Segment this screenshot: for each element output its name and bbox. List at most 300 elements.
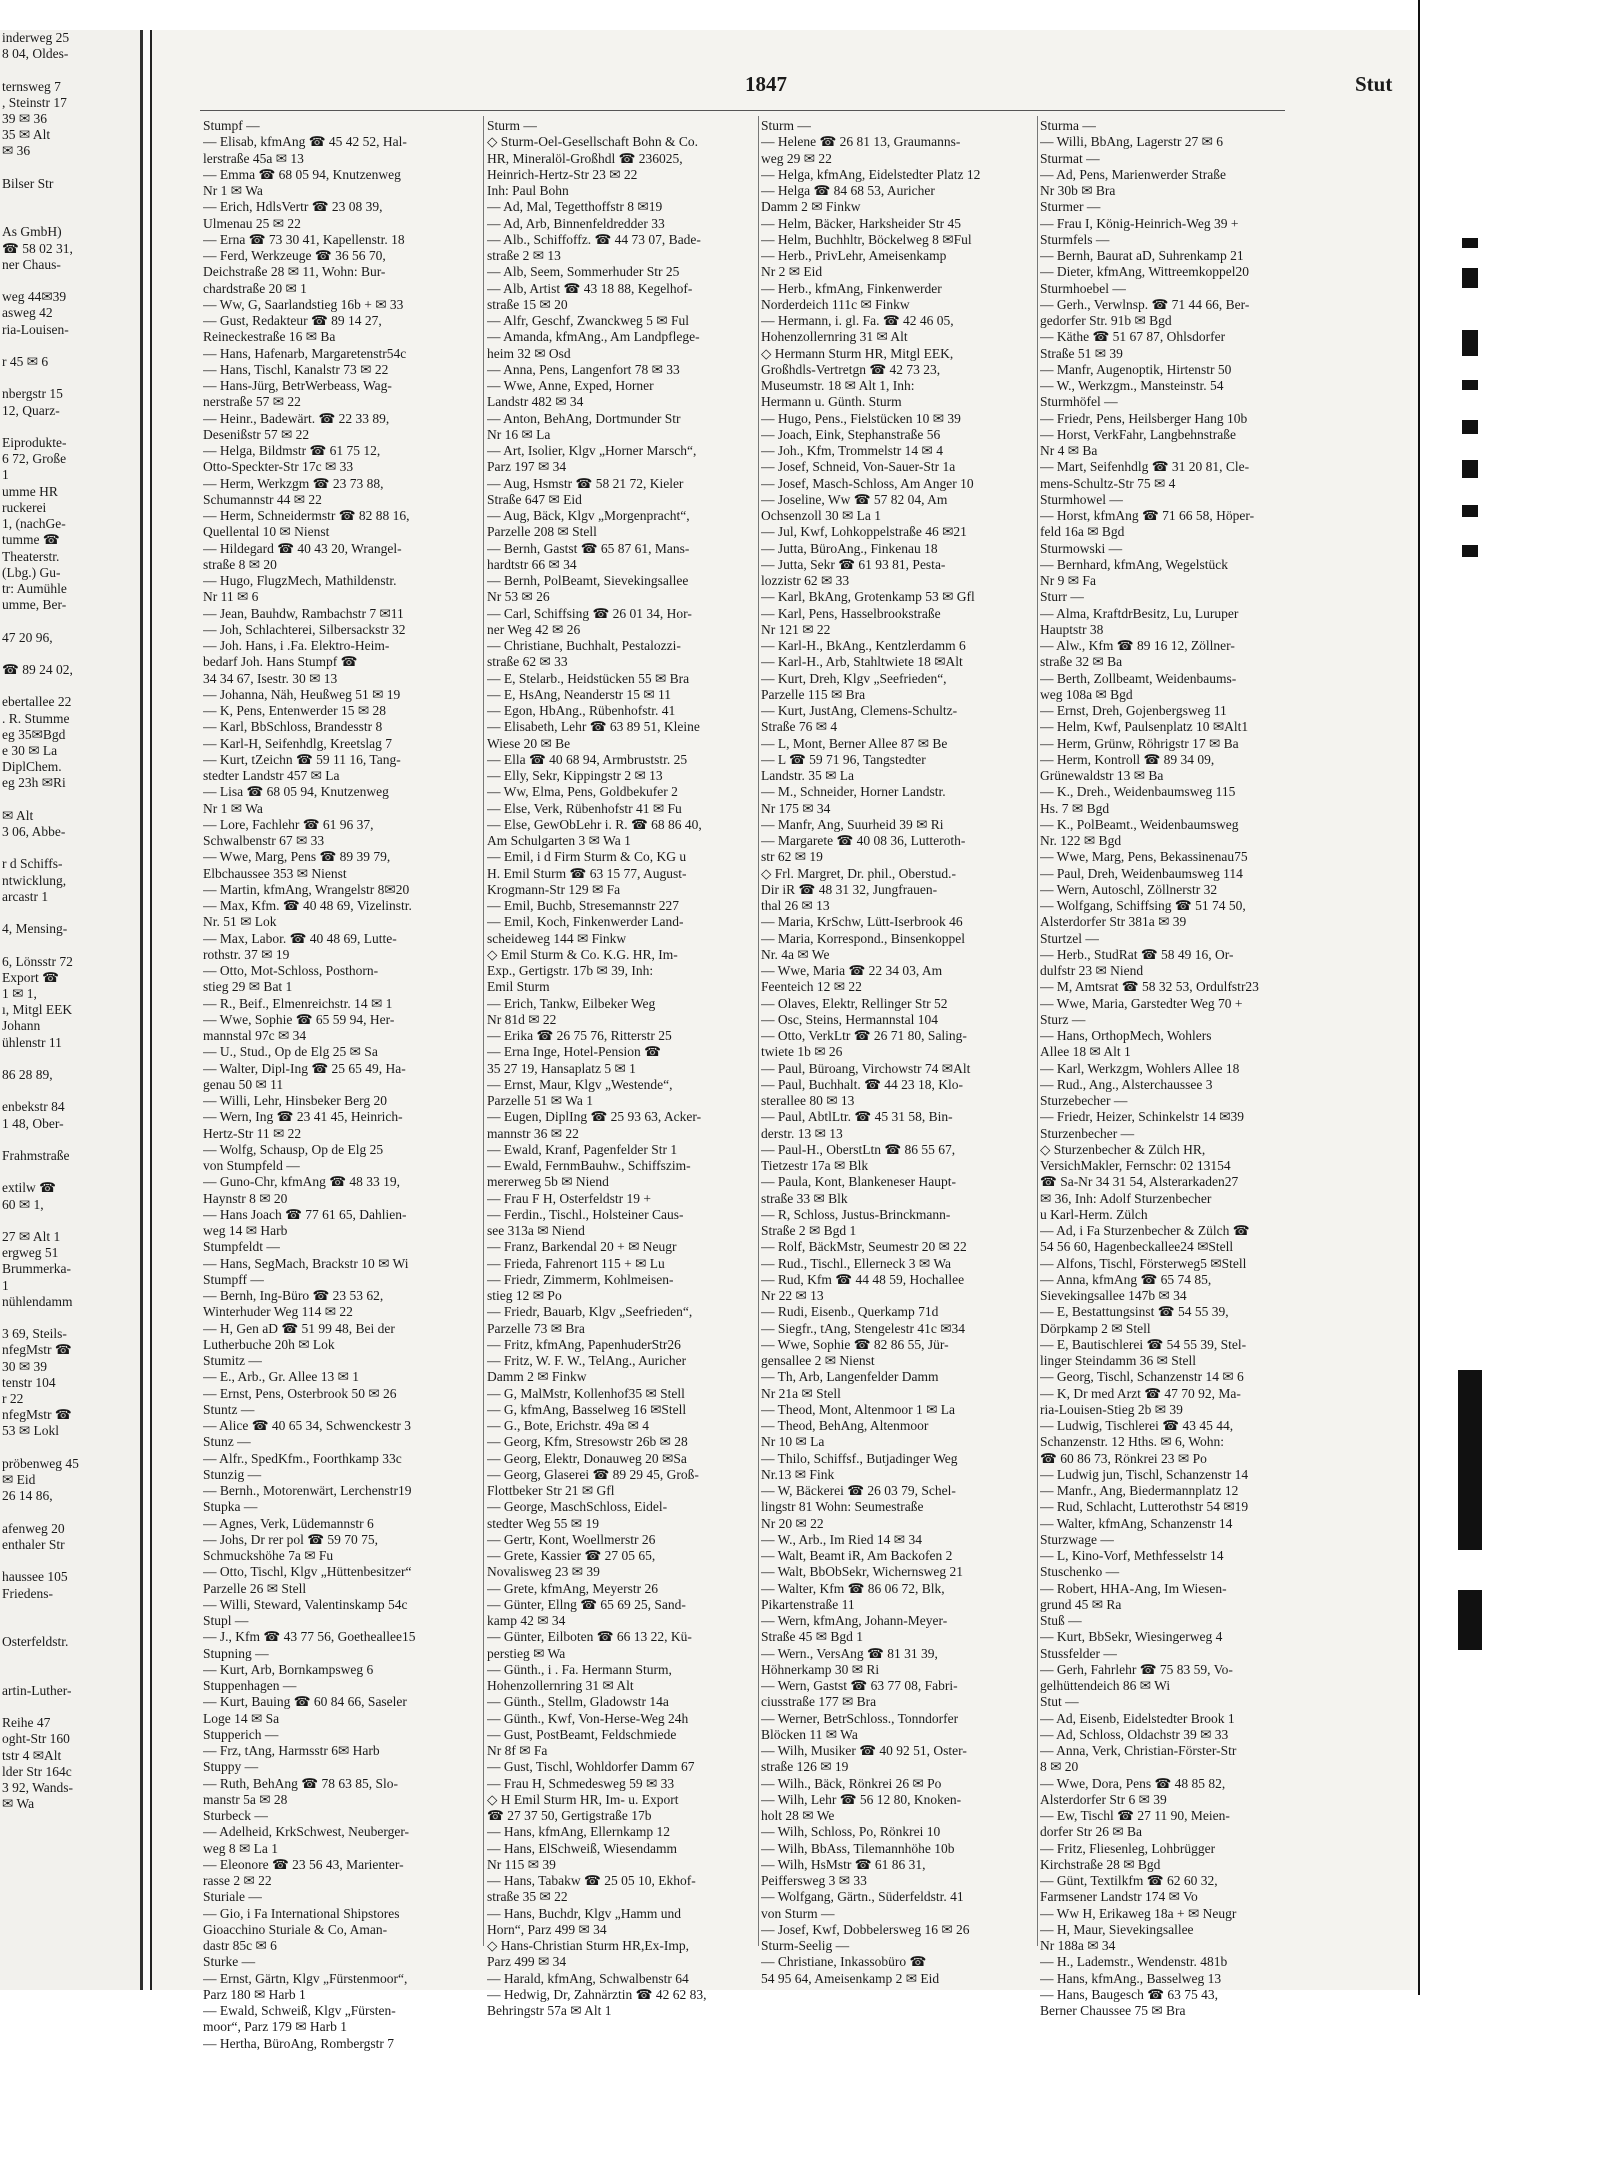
directory-entry-line: Straße 2 ✉ Bgd 1 xyxy=(761,1223,857,1238)
directory-entry-line: Haynstr 8 ✉ 20 xyxy=(203,1190,288,1206)
directory-entry-line: rasse 2 ✉ 22 xyxy=(203,1873,272,1888)
directory-entry-line: — Paula, Kont, Blankeneser Haupt- xyxy=(761,1174,956,1190)
directory-entry-line: — Joach, Eink, Stephanstraße 56 xyxy=(761,426,941,442)
directory-entry-line: — Erich, Tankw, Eilbeker Weg xyxy=(487,995,656,1011)
directory-entry-line: twiete 1b ✉ 26 xyxy=(761,1044,843,1060)
directory-entry-line: — Lisa ☎ 68 05 94, Knutzenweg xyxy=(203,784,389,800)
directory-entry-line: 8 ✉ 20 xyxy=(1040,1759,1079,1775)
directory-entry-line: Hs. 7 ✉ Bgd xyxy=(1040,800,1110,816)
previous-page-line: 53 ✉ Lokl xyxy=(2,1423,60,1439)
directory-entry-line: rothstr. 37 ✉ 19 xyxy=(203,946,290,962)
directory-entry-line: — Alice ☎ 40 65 34, Schwenckestr 3 xyxy=(203,1418,412,1433)
directory-entry-line: — Jul, Kwf, Lohkoppelstraße 46 ✉21 xyxy=(761,524,967,540)
directory-entry-line: — Gerh., Verwlnsp. ☎ 71 44 66, Ber- xyxy=(1040,296,1250,312)
previous-page-line xyxy=(0,1504,140,1520)
directory-entry-line: — Wwe, Sophie ☎ 65 59 94, Her- xyxy=(203,1011,395,1027)
previous-page-line: inderweg 25 xyxy=(2,30,70,45)
page-number: 1847 xyxy=(745,72,787,96)
directory-entry-line: Nr 10 ✉ La xyxy=(761,1434,825,1450)
directory-entry-line: Nr 22 ✉ 13 xyxy=(761,1288,824,1303)
directory-entry-line: — Joh. Hans, i .Fa. Elektro-Heim- xyxy=(203,638,390,653)
directory-entry-line: Nr 1 ✉ Wa xyxy=(203,183,263,198)
directory-entry-line: — Johs, Dr rer pol ☎ 59 70 75, xyxy=(203,1531,379,1547)
directory-entry-line: chardstraße 20 ✉ 1 xyxy=(203,280,307,296)
directory-entry-line: — Emil, Koch, Finkenwerder Land- xyxy=(487,914,684,930)
directory-entry-line: — Horst, VerkFahr, Langbehnstraße xyxy=(1040,426,1237,442)
directory-entry-line: — Anton, BehAng, Dortmunder Str xyxy=(487,410,681,426)
surname-heading: Sturma — xyxy=(1040,118,1096,133)
directory-entry-line: straße 15 ✉ 20 xyxy=(487,296,568,312)
directory-entry-line: — H., Lademstr., Wendenstr. 481b xyxy=(1040,1954,1228,1970)
directory-entry-line: — Friedr, Bauarb, Klgv „Seefrieden“, xyxy=(487,1304,693,1320)
directory-entry-line: 35 27 19, Hansaplatz 5 ✉ 1 xyxy=(487,1060,636,1076)
directory-entry-line: Stupperich — xyxy=(203,1726,279,1742)
directory-entry-line: weg 8 ✉ La 1 xyxy=(203,1840,279,1856)
previous-page-line xyxy=(0,1213,140,1229)
previous-page-line: 26 14 86, xyxy=(2,1488,53,1504)
directory-entry-line: straße 126 ✉ 19 xyxy=(761,1759,849,1775)
directory-entry-line: Novalisweg 23 ✉ 39 xyxy=(487,1564,600,1580)
directory-entry-line: Sturmhoebel — xyxy=(1040,280,1126,296)
directory-entry-line: — Th, Arb, Langenfelder Damm xyxy=(761,1369,939,1385)
directory-entry-line: — E, HsAng, Neanderstr 15 ✉ 11 xyxy=(487,686,672,702)
header-rule xyxy=(200,110,1285,111)
directory-entry-line: Sturmhöfel — xyxy=(1040,394,1118,410)
directory-entry-line: Hermann u. Günth. Sturm xyxy=(761,394,902,410)
previous-page-line: ühlenstr 11 xyxy=(2,1034,62,1050)
directory-entry-line: Sturmer — xyxy=(1040,199,1101,215)
directory-entry-line: — Wolfgang, Gärtn., Süderfeldstr. 41 xyxy=(761,1889,964,1905)
directory-entry-line: — Frau F H, Osterfeldstr 19 + xyxy=(487,1190,651,1206)
directory-entry-line: derstr. 13 ✉ 13 xyxy=(761,1125,843,1141)
directory-entry-line: Straße 647 ✉ Eid xyxy=(487,491,582,507)
directory-entry-line: — Adelheid, KrkSchwest, Neuberger- xyxy=(203,1824,410,1840)
tab-mark xyxy=(1462,330,1478,356)
directory-entry-line: weg 29 ✉ 22 xyxy=(761,150,832,166)
directory-entry-line: ☎ 60 86 73, Rönkrei 23 ✉ Po xyxy=(1040,1450,1207,1466)
directory-entry-line: straße 33 ✉ Blk xyxy=(761,1190,848,1206)
previous-page-line: enbekstr 84 xyxy=(2,1099,65,1115)
directory-entry-line: — W., Arb., Im Ried 14 ✉ 34 xyxy=(761,1531,922,1547)
directory-entry-line: — W., Werkzgm., Mansteinstr. 54 xyxy=(1040,378,1224,393)
directory-entry-line: Stuppy — xyxy=(203,1759,259,1775)
directory-entry-line: — M., Schneider, Horner Landstr. xyxy=(761,784,946,800)
directory-entry-line: — Willi, BbAng, Lagerstr 27 ✉ 6 xyxy=(1040,134,1224,150)
directory-entry-line: — Lore, Fachlehr ☎ 61 96 37, xyxy=(203,816,374,832)
directory-entry-line: Stuß — xyxy=(1040,1613,1082,1628)
directory-entry-line: Damm 2 ✉ Finkw xyxy=(761,199,861,215)
previous-page-line xyxy=(0,678,140,694)
previous-page-line: asweg 42 xyxy=(2,305,53,321)
previous-page-line xyxy=(0,1083,140,1099)
directory-entry-line: — Helm, Kwf, Paulsenplatz 10 ✉Alt1 xyxy=(1040,719,1249,735)
directory-entry-line: — Hans Joach ☎ 77 61 65, Dahlien- xyxy=(203,1206,407,1222)
previous-page-line: 60 ✉ 1, xyxy=(2,1196,44,1212)
directory-entry-line: — Martin, kfmAng, Wrangelstr 8✉20 xyxy=(203,881,410,897)
directory-entry-line: — M, Amtsrat ☎ 58 32 53, Ordulfstr23 xyxy=(1040,979,1259,995)
directory-entry-line: grund 45 ✉ Ra xyxy=(1040,1596,1122,1612)
directory-entry-line: Schmuckshöhe 7a ✉ Fu xyxy=(203,1548,334,1563)
page-header xyxy=(150,70,1420,104)
directory-entry-line: — Alma, KraftdrBesitz, Lu, Luruper xyxy=(1040,605,1239,621)
directory-entry-line: Horn“, Parz 499 ✉ 34 xyxy=(487,1921,607,1937)
directory-entry-line: weg 14 ✉ Harb xyxy=(203,1223,288,1238)
directory-entry-line: — Hans, OrthopMech, Wohlers xyxy=(1040,1028,1212,1043)
tab-block xyxy=(1458,1590,1482,1650)
previous-page-line: tumme ☎ xyxy=(2,532,60,548)
directory-entry-line: Sturmfels — xyxy=(1040,231,1110,247)
directory-column-3 xyxy=(761,118,1043,1987)
previous-page-line: ntwicklung, xyxy=(2,872,67,888)
previous-page-line: afenweg 20 xyxy=(2,1520,65,1536)
directory-entry-line: — Helm, Buchhltr, Böckelweg 8 ✉Ful xyxy=(761,231,972,247)
directory-entry-line: — E, Stelarb., Heidstücken 55 ✉ Bra xyxy=(487,670,690,686)
previous-page-line: 1 ✉ 1, xyxy=(2,985,37,1001)
previous-page-line: umme, Ber- xyxy=(2,597,67,613)
previous-page-line: , Steinstr 17 xyxy=(2,94,67,110)
previous-page-line: 1, (nachGe- xyxy=(2,516,66,532)
directory-entry-line: — Christiane, Buchhalt, Pestalozzi- xyxy=(487,638,681,653)
directory-entry-line: — Ernst, Maur, Klgv „Westende“, xyxy=(487,1076,673,1092)
directory-entry-line: Parz 197 ✉ 34 xyxy=(487,459,567,475)
directory-entry-line: Grünewaldstr 13 ✉ Ba xyxy=(1040,768,1164,783)
directory-entry-line: — Alb., Schiffoffz. ☎ 44 73 07, Bade- xyxy=(487,231,701,247)
directory-entry-line: moor“, Parz 179 ✉ Harb 1 xyxy=(203,2019,348,2035)
directory-entry-line: — Eugen, DiplIng ☎ 25 93 63, Acker- xyxy=(487,1109,702,1125)
directory-entry-line: Hertz-Str 11 ✉ 22 xyxy=(203,1125,302,1141)
directory-entry-line: — Kurt, JustAng, Clemens-Schultz- xyxy=(761,703,958,718)
directory-entry-line: dastr 85c ✉ 6 xyxy=(203,1938,277,1953)
directory-entry-line: — Wilh, Musiker ☎ 40 92 51, Oster- xyxy=(761,1743,967,1758)
directory-entry-line: — Günt, Textilkfm ☎ 62 60 32, xyxy=(1040,1873,1218,1888)
previous-page-line: haussee 105 xyxy=(2,1569,68,1585)
directory-entry-line: mannstr 36 ✉ 22 xyxy=(487,1125,579,1141)
directory-entry-line: — U., Stud., Op de Elg 25 ✉ Sa xyxy=(203,1044,378,1060)
directory-entry-line: Damm 2 ✉ Finkw xyxy=(487,1369,587,1385)
directory-entry-line: — Hans, kfmAng, Ellernkamp 12 xyxy=(487,1824,670,1840)
previous-page-line: r 22 xyxy=(2,1391,24,1407)
directory-entry-line: weg 108a ✉ Bgd xyxy=(1040,686,1133,702)
directory-entry-line: Sturzebecher — xyxy=(1040,1093,1128,1108)
directory-entry-line: — Käthe ☎ 51 67 87, Ohlsdorfer xyxy=(1040,329,1226,345)
directory-entry-line: — Ewald, FernmBauhw., Schiffszim- xyxy=(487,1158,691,1173)
directory-entry-line: Parzelle 51 ✉ Wa 1 xyxy=(487,1093,593,1108)
previous-page-line: 3 69, Steils- xyxy=(2,1326,67,1342)
directory-entry-line: — Ella ☎ 40 68 94, Armbruststr. 25 xyxy=(487,751,688,767)
directory-entry-line: — Wwe, Sophie ☎ 82 86 55, Jür- xyxy=(761,1336,949,1352)
directory-entry-line: — Elisab, kfmAng ☎ 45 42 52, Hal- xyxy=(203,134,407,150)
directory-entry-line: — L, Mont, Berner Allee 87 ✉ Be xyxy=(761,735,948,751)
directory-entry-line: Krogmann-Str 129 ✉ Fa xyxy=(487,881,621,897)
directory-entry-line: Sturm-Seelig — xyxy=(761,1938,850,1953)
directory-entry-line: — Ernst, Dreh, Gojenbergsweg 11 xyxy=(1040,703,1227,718)
previous-page-line xyxy=(0,370,140,386)
previous-page-line: extilw ☎ xyxy=(2,1180,56,1196)
previous-page-fragment xyxy=(0,30,143,1990)
directory-entry-line: — Alb, Seem, Sommerhuder Str 25 xyxy=(487,264,680,280)
directory-entry-line: — Hugo, Pens., Fielstücken 10 ✉ 39 xyxy=(761,410,961,426)
directory-entry-line: stedter Weg 55 ✉ 19 xyxy=(487,1515,599,1531)
directory-entry-line: — Ludwig jun, Tischl, Schanzenstr 14 xyxy=(1040,1466,1249,1482)
directory-entry-line: — Elisabeth, Lehr ☎ 63 89 51, Kleine xyxy=(487,719,700,735)
directory-entry-line: — R., Beif., Elmenreichstr. 14 ✉ 1 xyxy=(203,995,393,1011)
directory-entry-line: straße 35 ✉ 22 xyxy=(487,1889,568,1905)
previous-page-line xyxy=(0,1132,140,1148)
directory-entry-line: dorfer Str 26 ✉ Ba xyxy=(1040,1824,1143,1840)
directory-entry-line: — Karl, Werkzgm, Wohlers Allee 18 xyxy=(1040,1060,1240,1076)
previous-page-line: Brummerka- xyxy=(2,1261,71,1277)
directory-entry-line: — Heinr., Badewärt. ☎ 22 33 89, xyxy=(203,410,390,426)
directory-entry-line: — J., Kfm ☎ 43 77 56, Goetheallee15 xyxy=(203,1629,416,1645)
directory-entry-line: — Ewald, Schweiß, Klgv „Fürsten- xyxy=(203,2003,396,2018)
directory-entry-line: Sturmhowel — xyxy=(1040,491,1123,507)
directory-entry-line: — Erika ☎ 26 75 76, Ritterstr 25 xyxy=(487,1028,672,1043)
directory-entry-line: — Frieda, Fahrenort 115 + ✉ Lu xyxy=(487,1255,665,1271)
directory-entry-line: — Frau H, Schmedesweg 59 ✉ 33 xyxy=(487,1775,675,1791)
directory-entry-line: scheideweg 144 ✉ Finkw xyxy=(487,930,627,946)
directory-entry-line: straße 62 ✉ 33 xyxy=(487,654,568,670)
directory-entry-line: — Franz, Barkendal 20 + ✉ Neugr xyxy=(487,1239,677,1255)
previous-page-line: ✉ Eid xyxy=(2,1472,36,1488)
directory-entry-line: linger Steindamm 36 ✉ Stell xyxy=(1040,1353,1197,1368)
directory-entry-line: 54 95 64, Ameisenkamp 2 ✉ Eid xyxy=(761,1970,940,1986)
directory-entry-line: — Berth, Zollbeamt, Weidenbaums- xyxy=(1040,670,1237,686)
directory-entry-line: — H, Maur, Sievekingsallee xyxy=(1040,1921,1194,1937)
directory-entry-line: sterallee 80 ✉ 13 xyxy=(761,1093,855,1108)
directory-entry-line: — Hans, Baugesch ☎ 63 75 43, xyxy=(1040,1986,1219,2002)
previous-page-line: 35 ✉ Alt xyxy=(2,127,51,143)
directory-entry-line: heim 32 ✉ Osd xyxy=(487,345,571,361)
previous-page-line: Osterfeldstr. xyxy=(2,1634,69,1650)
directory-entry-line: — Herb., PrivLehr, Ameisenkamp xyxy=(761,248,947,263)
previous-page-line xyxy=(0,273,140,289)
directory-entry-line: — Alfr., SpedKfm., Foorthkamp 33c xyxy=(203,1450,402,1466)
directory-entry-line: Ulmenau 25 ✉ 22 xyxy=(203,215,301,231)
directory-entry-line: — Wwe, Anne, Exped, Horner xyxy=(487,378,654,393)
directory-entry-line: — Alb, Artist ☎ 43 18 88, Kegelhof- xyxy=(487,280,693,296)
directory-entry-line: ner Weg 42 ✉ 26 xyxy=(487,621,581,637)
tab-mark xyxy=(1462,505,1478,517)
directory-entry-line: Nr 4 ✉ Ba xyxy=(1040,443,1098,458)
directory-entry-line: thal 26 ✉ 13 xyxy=(761,898,830,913)
previous-page-line: 8 04, Oldes- xyxy=(2,46,69,62)
directory-entry-line: holt 28 ✉ We xyxy=(761,1808,835,1823)
directory-entry-line: — Hans-Jürg, BetrWerbeass, Wag- xyxy=(203,378,392,393)
directory-entry-line: — Ferdin., Tischl., Holsteiner Caus- xyxy=(487,1206,684,1222)
directory-entry-line: Blöcken 11 ✉ Wa xyxy=(761,1726,858,1742)
directory-entry-line: — Rud., Ang., Alsterchaussee 3 xyxy=(1040,1076,1213,1092)
directory-entry-line: Alsterdorfer Str 6 ✉ 39 xyxy=(1040,1791,1167,1807)
directory-entry-line: — Walter, Dipl-Ing ☎ 25 65 49, Ha- xyxy=(203,1060,406,1076)
directory-entry-line: — Ad, Pens, Marienwerder Straße xyxy=(1040,166,1226,182)
directory-entry-line: — Hildegard ☎ 40 43 20, Wrangel- xyxy=(203,540,402,556)
directory-entry-line: — Anna, Pens, Langenfort 78 ✉ 33 xyxy=(487,361,680,377)
directory-entry-line: — Otto, Mot-Schloss, Posthorn- xyxy=(203,963,379,978)
directory-entry-line: Landstr. 35 ✉ La xyxy=(761,768,855,783)
directory-entry-line: — Karl-H., Arb, Stahltwiete 18 ✉Alt xyxy=(761,654,963,670)
surname-heading: Stumpf — xyxy=(203,118,260,133)
directory-entry-line: Parzelle 73 ✉ Bra xyxy=(487,1320,585,1336)
directory-entry-line: — Georg, Kfm, Stresowstr 26b ✉ 28 xyxy=(487,1434,688,1450)
directory-entry-line: Hohenzollernring 31 ✉ Alt xyxy=(487,1678,634,1693)
directory-entry-line: Nr. 4a ✉ We xyxy=(761,946,830,962)
directory-entry-line: Berner Chaussee 75 ✉ Bra xyxy=(1040,2003,1186,2018)
previous-page-line: 6, Lönsstr 72 xyxy=(2,953,73,969)
directory-entry-line: — Rud, Kfm ☎ 44 48 59, Hochallee xyxy=(761,1271,965,1287)
directory-entry-line: — E, Bautischlerei ☎ 54 55 39, Stel- xyxy=(1040,1336,1247,1352)
directory-entry-line: — Wwe, Maria, Garstedter Weg 70 + xyxy=(1040,995,1243,1011)
directory-entry-line: — Helga, kfmAng, Eidelstedter Platz 12 xyxy=(761,166,981,182)
directory-entry-line: Inh: Paul Bohn xyxy=(487,183,569,198)
previous-page-line: ternsweg 7 xyxy=(2,78,61,94)
directory-entry-line: Farmsener Landstr 174 ✉ Vo xyxy=(1040,1889,1198,1905)
directory-entry-line: — Friedr, Zimmerm, Kohlmeisen- xyxy=(487,1271,674,1287)
directory-entry-line: Schumannstr 44 ✉ 22 xyxy=(203,491,322,507)
directory-entry-line: — Ferd, Werkzeuge ☎ 36 56 70, xyxy=(203,248,386,263)
previous-page-line: ✉ Wa xyxy=(2,1796,35,1812)
directory-entry-line: Nr.13 ✉ Fink xyxy=(761,1466,835,1482)
directory-entry-line: Tietzestr 17a ✉ Blk xyxy=(761,1158,869,1173)
directory-entry-line: — Ww, Elma, Pens, Goldbekufer 2 xyxy=(487,784,678,800)
directory-entry-line: Stumpfeldt — xyxy=(203,1239,280,1255)
previous-page-line: Export ☎ xyxy=(2,969,59,985)
directory-entry-line: 34 34 67, Isestr. 30 ✉ 13 xyxy=(203,670,338,686)
previous-page-line: Friedens- xyxy=(2,1585,53,1601)
directory-entry-line: H. Emil Sturm ☎ 63 15 77, August- xyxy=(487,865,687,881)
directory-entry-line: von Stumpfeld — xyxy=(203,1158,300,1173)
directory-entry-line: — Ad, Arb, Binnenfeldredder 33 xyxy=(487,215,665,231)
previous-page-line: eg 23h ✉Ri xyxy=(2,775,66,791)
directory-entry-line: — Maria, Korrespond., Binsenkoppel xyxy=(761,930,965,946)
directory-entry-line: — Manfr, Ang, Suurheid 39 ✉ Ri xyxy=(761,816,944,832)
directory-entry-line: Kirchstraße 28 ✉ Bgd xyxy=(1040,1856,1161,1872)
directory-entry-line: — Paul, Büroang, Virchowstr 74 ✉Alt xyxy=(761,1060,971,1076)
directory-entry-line: — Wern, kfmAng, Johann-Meyer- xyxy=(761,1613,948,1628)
directory-entry-line: — Ad, Schloss, Oldachstr 39 ✉ 33 xyxy=(1040,1726,1229,1742)
directory-entry-line: — Bernh, Baurat aD, Suhrenkamp 21 xyxy=(1040,248,1244,263)
directory-entry-line: — Wilh, Schloss, Po, Rönkrei 10 xyxy=(761,1824,941,1840)
directory-entry-line: — Wwe, Maria ☎ 22 34 03, Am xyxy=(761,963,943,978)
directory-entry-line: — Herm, Schneidermstr ☎ 82 88 16, xyxy=(203,508,410,523)
directory-entry-line: straße 8 ✉ 20 xyxy=(203,556,277,572)
directory-entry-line: — Rolf, BäckMstr, Seumestr 20 ✉ 22 xyxy=(761,1239,967,1255)
directory-entry-line: — Karl-H, Seifenhdlg, Kreetslag 7 xyxy=(203,735,392,751)
directory-entry-line: — Gust, PostBeamt, Feldschmiede xyxy=(487,1726,677,1742)
running-head: Stut xyxy=(1355,72,1393,96)
directory-entry-line: Reineckestraße 16 ✉ Ba xyxy=(203,329,336,345)
directory-entry-line: Sturzwage — xyxy=(1040,1531,1114,1547)
directory-entry-line: — Johanna, Näh, Heußweg 51 ✉ 19 xyxy=(203,686,401,702)
previous-page-line: (Lbg.) Gu- xyxy=(2,564,61,580)
directory-entry-line: Gioacchino Sturiale & Co, Aman- xyxy=(203,1921,388,1937)
directory-entry-line: — Walter, Kfm ☎ 86 06 72, Blk, xyxy=(761,1580,945,1596)
directory-entry-line: Stut — xyxy=(1040,1694,1079,1710)
directory-entry-line: Winterhuder Weg 114 ✉ 22 xyxy=(203,1304,353,1320)
directory-entry-line: — Wilh, Lehr ☎ 56 12 80, Knoken- xyxy=(761,1791,962,1807)
directory-entry-line: ria-Louisen-Stieg 2b ✉ 39 xyxy=(1040,1401,1183,1417)
directory-entry-line: Sturzenbecher — xyxy=(1040,1125,1135,1141)
directory-entry-line: — Mart, Seifenhdlg ☎ 31 20 81, Cle- xyxy=(1040,459,1250,475)
directory-entry-line: Höhnerkamp 30 ✉ Ri xyxy=(761,1661,880,1677)
directory-entry-line: — Joseline, Ww ☎ 57 82 04, Am xyxy=(761,491,948,507)
directory-entry-line: VersichMakler, Fernschr: 02 13154 xyxy=(1040,1158,1231,1173)
directory-entry-line: Heinrich-Hertz-Str 23 ✉ 22 xyxy=(487,166,638,182)
directory-entry-line: — Ewald, Kranf, Pagenfelder Str 1 xyxy=(487,1141,678,1157)
previous-page-line: . R. Stumme xyxy=(2,710,70,726)
previous-page-line xyxy=(0,1051,140,1067)
directory-entry-line: — R, Schloss, Justus-Brinckmann- xyxy=(761,1206,951,1222)
directory-entry-line: Straße 76 ✉ 4 xyxy=(761,719,838,735)
directory-entry-line: — Wilh., Bäck, Rönkrei 26 ✉ Po xyxy=(761,1775,942,1791)
directory-entry-line: — Gust, Redakteur ☎ 89 14 27, xyxy=(203,313,382,328)
directory-entry-line: Stussfelder — xyxy=(1040,1645,1117,1661)
directory-entry-line: — Margarete ☎ 40 08 36, Lutteroth- xyxy=(761,833,966,848)
previous-page-line xyxy=(0,905,140,921)
directory-entry-line: Museumstr. 18 ✉ Alt 1, Inh: xyxy=(761,378,915,393)
directory-entry-line: — Hans, ElSchweiß, Wiesendamm xyxy=(487,1840,678,1856)
directory-entry-line: — Walt, BbObSekr, Wichernsweg 21 xyxy=(761,1564,964,1580)
directory-entry-line: — Wern, Gastst ☎ 63 77 08, Fabri- xyxy=(761,1678,958,1693)
directory-entry-line: Allee 18 ✉ Alt 1 xyxy=(1040,1044,1131,1060)
directory-entry-line: — Paul, Dreh, Weidenbaumsweg 114 xyxy=(1040,865,1243,881)
directory-entry-line: — Hertha, BüroAng, Rombergstr 7 xyxy=(203,2035,394,2051)
previous-page-line: ergweg 51 xyxy=(2,1245,59,1261)
directory-entry-line: Deichstraße 28 ✉ 11, Wohn: Bur- xyxy=(203,264,386,280)
directory-entry-line: Wiese 20 ✉ Be xyxy=(487,735,571,751)
directory-entry-line: Stunz — xyxy=(203,1434,251,1450)
previous-page-line: enthaler Str xyxy=(2,1536,65,1552)
directory-entry-line: — Bernhard, kfmAng, Wegelstück xyxy=(1040,556,1228,572)
directory-entry-line: — Anna, kfmAng ☎ 65 74 85, xyxy=(1040,1271,1212,1287)
directory-entry-line: — Frau I, König-Heinrich-Weg 39 + xyxy=(1040,215,1239,231)
directory-entry-line: — Helm, Bäcker, Harksheider Str 45 xyxy=(761,215,962,231)
directory-entry-line: — Jutta, Sekr ☎ 61 93 81, Pesta- xyxy=(761,556,946,572)
directory-entry-line: — Guno-Chr, kfmAng ☎ 48 33 19, xyxy=(203,1174,401,1190)
previous-page-line: 30 ✉ 39 xyxy=(2,1358,48,1374)
directory-entry-line: — Emma ☎ 68 05 94, Knutzenweg xyxy=(203,166,401,182)
previous-page-line: arcastr 1 xyxy=(2,888,49,904)
directory-entry-line: Nr. 51 ✉ Lok xyxy=(203,914,277,930)
directory-entry-line: Nr 81d ✉ 22 xyxy=(487,1011,557,1027)
directory-entry-line: — Carl, Schiffsing ☎ 26 01 34, Hor- xyxy=(487,605,692,621)
directory-entry-line: — Agnes, Verk, Lüdemannstr 6 xyxy=(203,1515,374,1531)
tab-mark xyxy=(1462,460,1478,478)
directory-entry-line: ◇ Frl. Margret, Dr. phil., Oberstud.- xyxy=(761,865,956,881)
directory-entry-line: ◇ H Emil Sturm HR, Im- u. Export xyxy=(487,1791,679,1807)
tab-block xyxy=(1458,1370,1482,1550)
previous-page-line: ✉ 36 xyxy=(2,143,31,159)
previous-page-line xyxy=(0,338,140,354)
directory-entry-line: Nr 1 ✉ Wa xyxy=(203,800,263,816)
directory-entry-line: — L ☎ 59 71 96, Tangstedter xyxy=(761,751,926,767)
directory-entry-line: — Ww H, Erikaweg 18a + ✉ Neugr xyxy=(1040,1905,1237,1921)
previous-page-line: ebertallee 22 xyxy=(2,694,72,710)
directory-entry-line: — Helga, Bildmstr ☎ 61 75 12, xyxy=(203,443,381,458)
directory-entry-line: — Christiane, Inkassobüro ☎ xyxy=(761,1954,927,1970)
directory-entry-line: — Aug, Bäck, Klgv „Morgenpracht“, xyxy=(487,508,690,523)
directory-entry-line: — Egon, HbAng., Rübenhofstr. 41 xyxy=(487,703,676,718)
directory-entry-line: — Karl-H., BkAng., Kentzlerdamm 6 xyxy=(761,638,966,653)
previous-page-line xyxy=(0,419,140,435)
previous-page-line: Reihe 47 xyxy=(2,1715,51,1731)
previous-page-line: Frahmstraße xyxy=(2,1148,70,1164)
directory-entry-line: — Gerh, Fahrlehr ☎ 75 83 59, Vo- xyxy=(1040,1661,1233,1677)
previous-page-line xyxy=(0,1553,140,1569)
directory-entry-line: — Günth., Stellm, Gladowstr 14a xyxy=(487,1694,669,1710)
directory-entry-line: lozzistr 62 ✉ 33 xyxy=(761,573,850,588)
previous-page-line: 1 xyxy=(2,1277,9,1293)
directory-entry-line: Schanzenstr. 12 Hths. ✉ 6, Wohn: xyxy=(1040,1434,1224,1450)
